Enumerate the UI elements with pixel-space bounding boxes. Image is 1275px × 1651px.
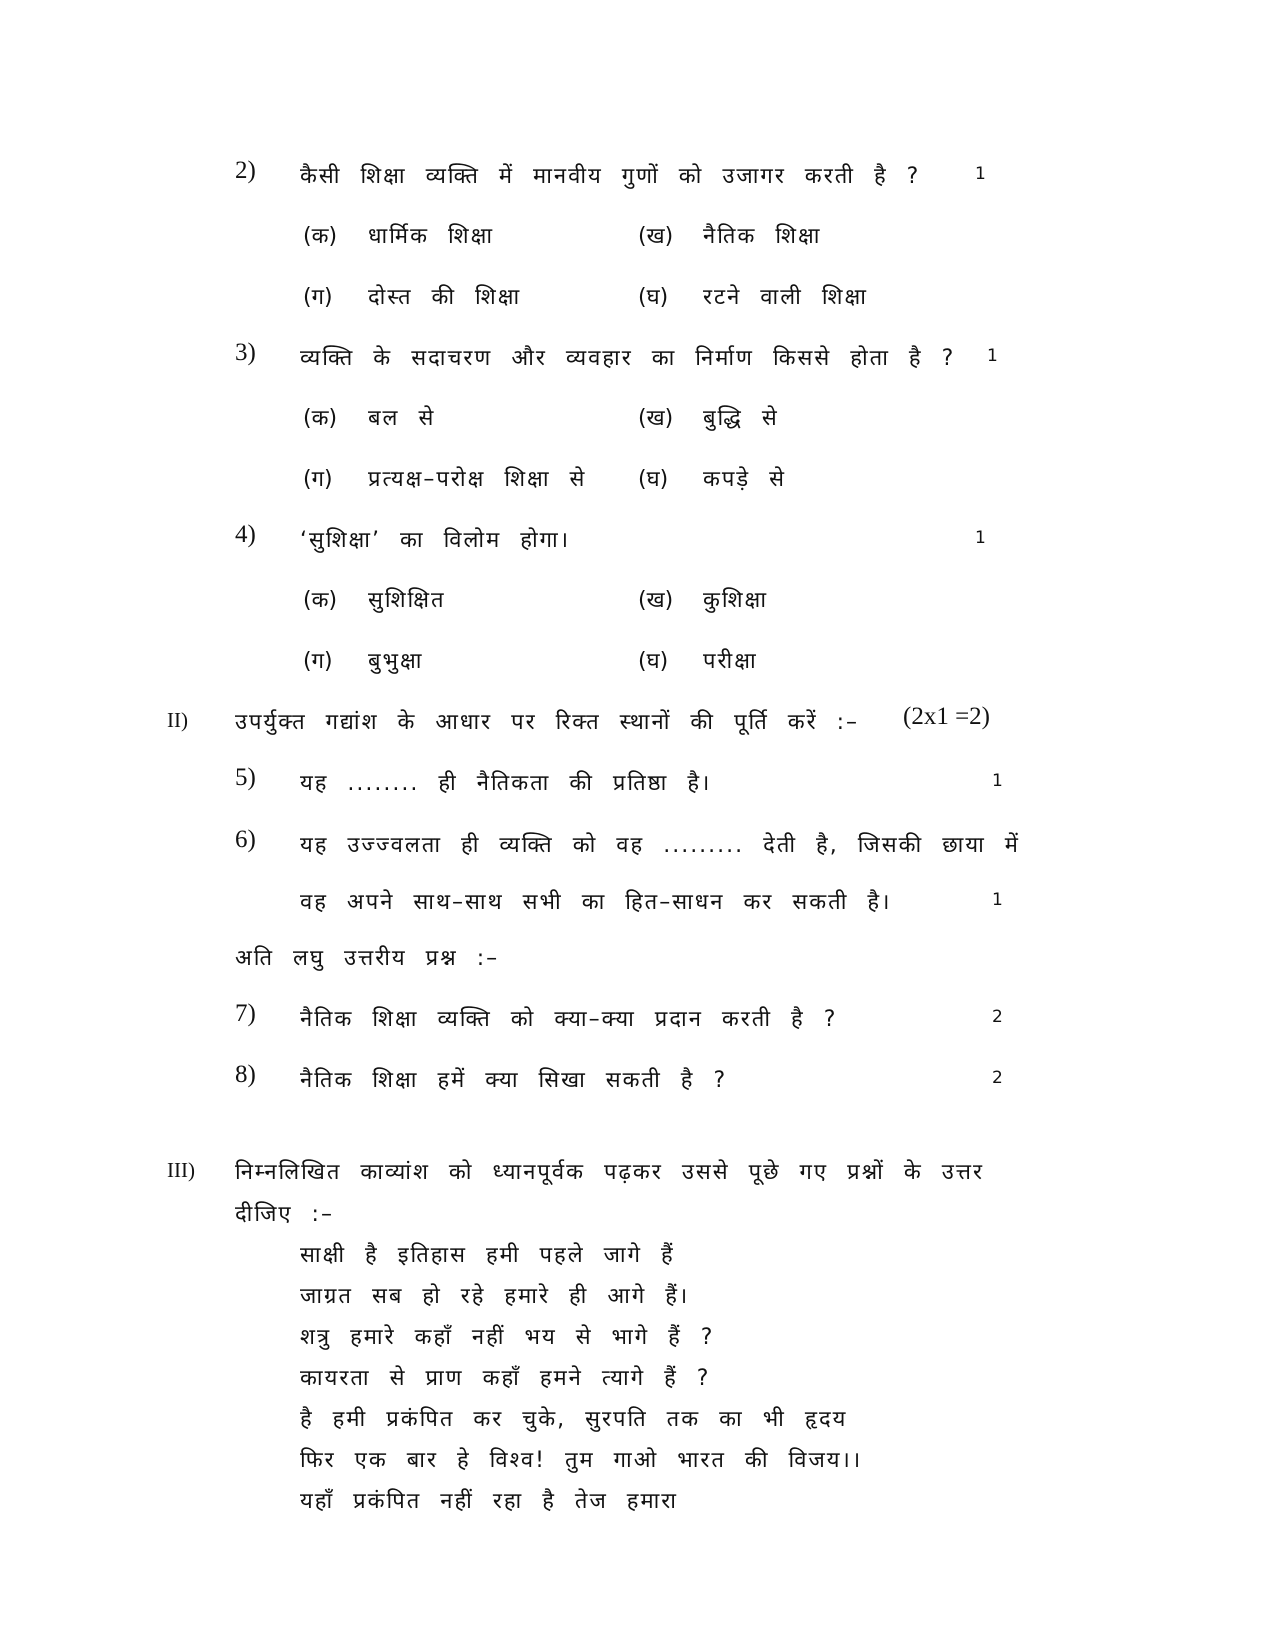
option-label: (ख)	[638, 588, 674, 613]
question-text: ‘सुशिक्षा’ का विलोम होगा।	[300, 528, 571, 553]
question-number: 5)	[235, 764, 256, 791]
option-label: (ग)	[303, 467, 333, 492]
option-text: कपड़े से	[703, 467, 787, 492]
option-text: सुशिक्षित	[368, 588, 446, 613]
question-marks: 1	[992, 890, 1003, 910]
option-text: नैतिक शिक्षा	[703, 224, 822, 249]
option-label: (ख)	[638, 224, 674, 249]
option-label: (ख)	[638, 406, 674, 431]
poem-line: साक्षी है इतिहास हमी पहले जागे हैं	[300, 1243, 675, 1268]
poem-line: फिर एक बार हे विश्व! तुम गाओ भारत की विजय।।	[300, 1448, 863, 1473]
option-label: (घ)	[638, 649, 669, 674]
option-label: (क)	[303, 588, 338, 613]
option-label: (क)	[303, 224, 338, 249]
option-text: कुशिक्षा	[703, 588, 769, 613]
question-number: 8)	[235, 1061, 256, 1088]
question-marks: 1	[975, 528, 986, 548]
poem-line: यहाँ प्रकंपित नहीं रहा है तेज हमारा	[300, 1489, 678, 1514]
option-label: (घ)	[638, 285, 669, 310]
section-marks: (2x1 =2)	[903, 703, 990, 730]
section-heading-line1: निम्नलिखित काव्यांश को ध्यानपूर्वक पढ़कर उससे पूछे गए प्रश्नों के उत्तर	[235, 1160, 984, 1185]
question-number: 4)	[235, 521, 256, 548]
option-label: (क)	[303, 406, 338, 431]
question-text: व्यक्ति के सदाचरण और व्यवहार का निर्माण किससे होता है ?	[300, 346, 956, 371]
section-heading: उपर्युक्त गद्यांश के आधार पर रिक्त स्थानों की पूर्ति करें :–	[235, 710, 860, 735]
question-marks: 1	[987, 346, 998, 366]
poem-line: है हमी प्रकंपित कर चुके, सुरपति तक का भी हृदय	[300, 1407, 848, 1432]
question-text-line2: वह अपने साथ–साथ सभी का हित–साधन कर सकती है।	[300, 890, 892, 915]
option-text: बल से	[368, 406, 436, 431]
option-text: बुद्धि से	[703, 406, 779, 431]
option-text: धार्मिक शिक्षा	[368, 224, 495, 249]
question-text: नैतिक शिक्षा हमें क्या सिखा सकती है ?	[300, 1068, 728, 1093]
question-number: 3)	[235, 339, 256, 366]
question-marks: 2	[992, 1007, 1003, 1027]
question-number: 2)	[235, 157, 256, 184]
question-number: 7)	[235, 1000, 256, 1027]
option-label: (घ)	[638, 467, 669, 492]
question-text: नैतिक शिक्षा व्यक्ति को क्या–क्या प्रदान करती है ?	[300, 1007, 838, 1032]
question-text-line1: यह उज्ज्वलता ही व्यक्ति को वह ......... देती है, जिसकी छाया में	[300, 833, 1020, 858]
section-heading-line2: दीजिए :–	[235, 1202, 334, 1227]
option-text: रटने वाली शिक्षा	[703, 285, 868, 310]
poem-line: कायरता से प्राण कहाँ हमने त्यागे हैं ?	[300, 1366, 711, 1391]
poem-line: शत्रु हमारे कहाँ नहीं भय से भागे हैं ?	[300, 1325, 715, 1350]
option-text: प्रत्यक्ष–परोक्ष शिक्षा से	[368, 467, 587, 492]
option-text: बुभुक्षा	[368, 649, 424, 674]
subsection-heading: अति लघु उत्तरीय प्रश्न :–	[235, 946, 500, 971]
question-number: 6)	[235, 826, 256, 853]
option-label: (ग)	[303, 285, 333, 310]
poem-line: जाग्रत सब हो रहे हमारे ही आगे हैं।	[300, 1284, 690, 1309]
question-marks: 1	[975, 164, 986, 184]
question-text: यह ........ ही नैतिकता की प्रतिष्ठा है।	[300, 771, 712, 796]
option-text: परीक्षा	[703, 649, 758, 674]
question-text: कैसी शिक्षा व्यक्ति में मानवीय गुणों को उजागर करती है ?	[300, 164, 921, 189]
question-marks: 1	[992, 771, 1003, 791]
option-text: दोस्त की शिक्षा	[368, 285, 522, 310]
question-marks: 2	[992, 1068, 1003, 1088]
option-label: (ग)	[303, 649, 333, 674]
section-roman-numeral: II)	[167, 708, 188, 732]
section-roman-numeral: III)	[167, 1158, 195, 1182]
